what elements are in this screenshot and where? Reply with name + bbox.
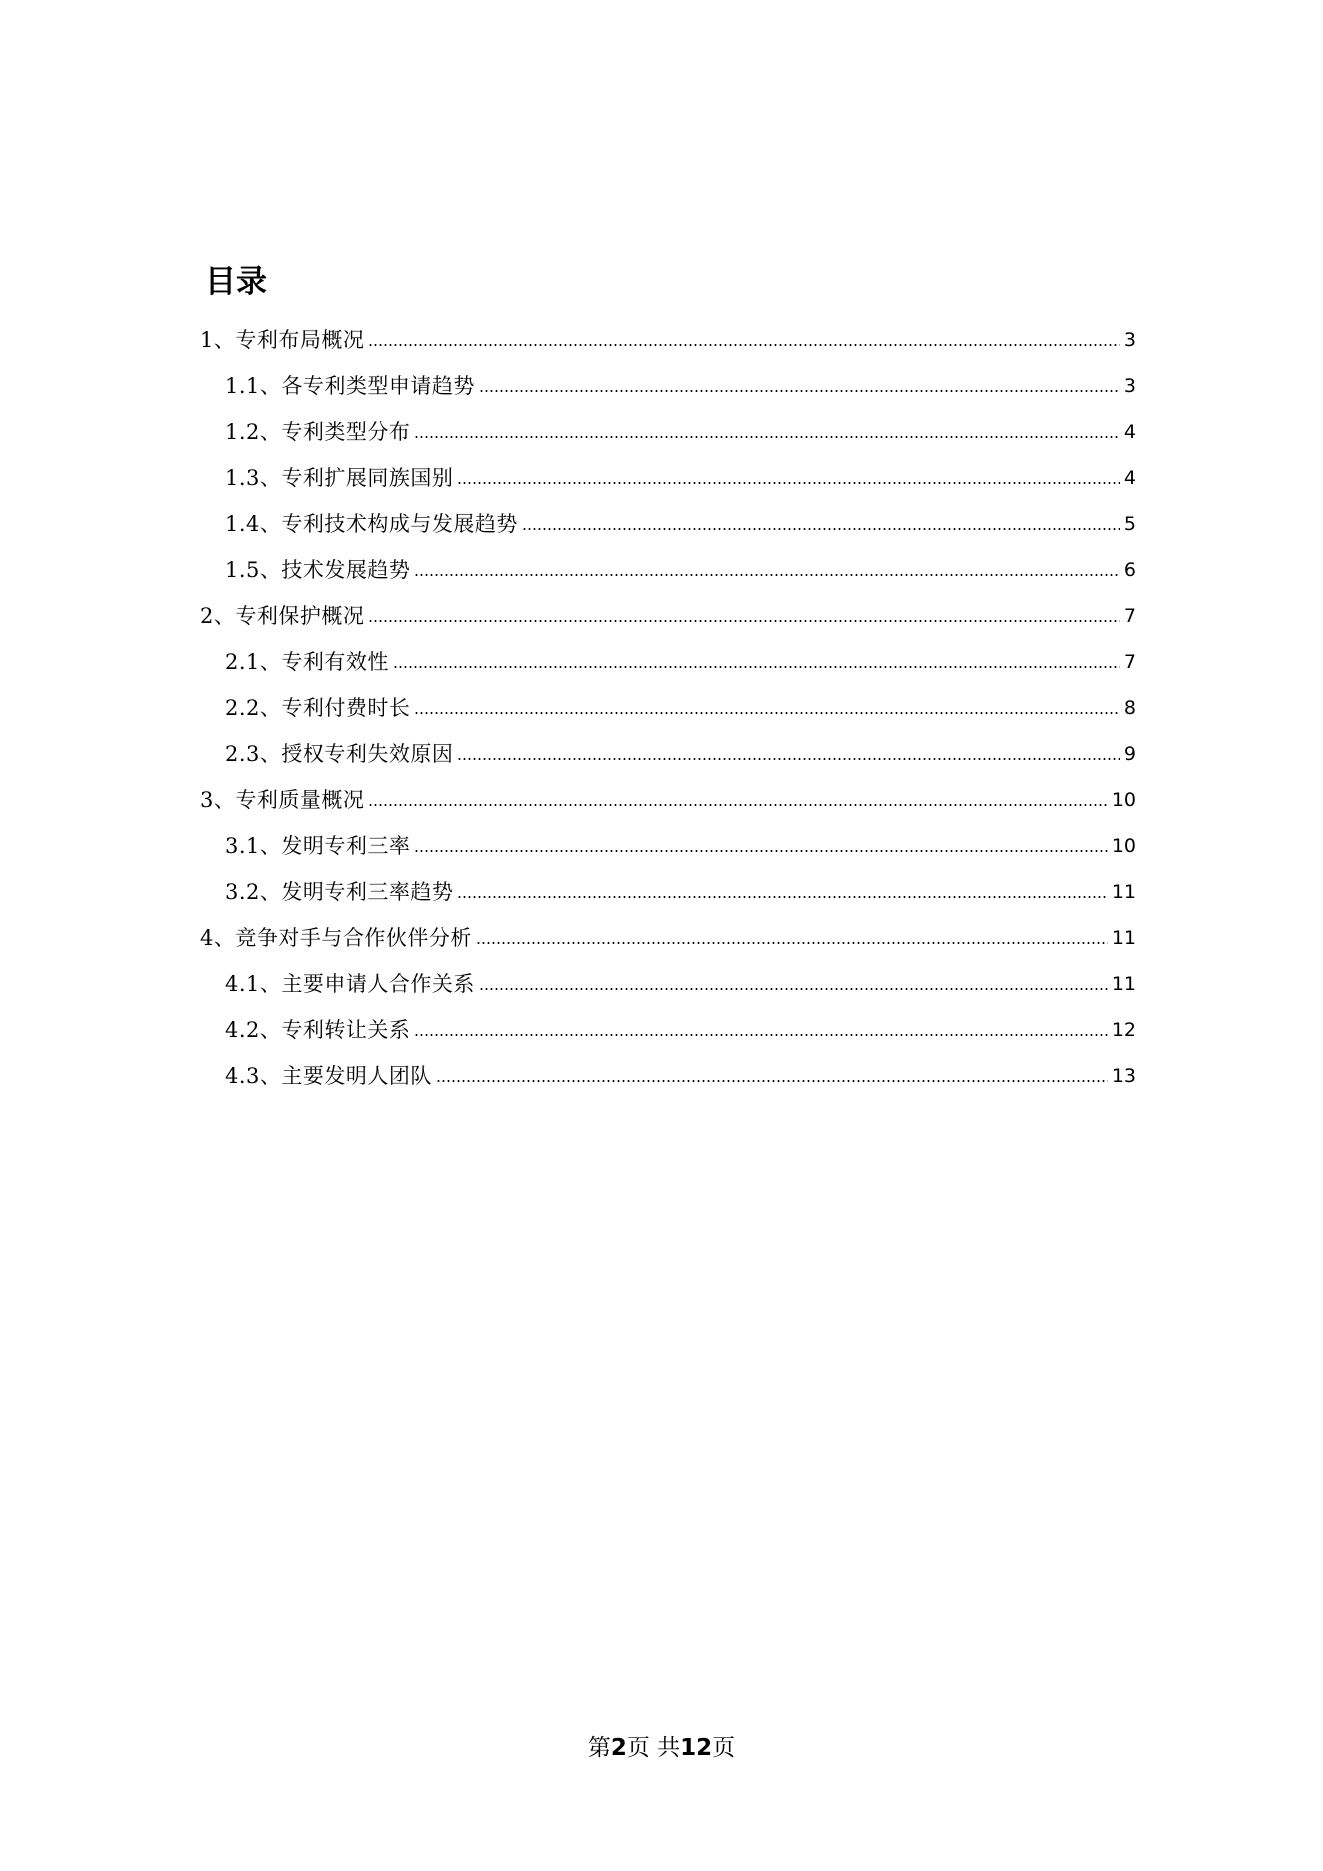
toc-dot-leader [457,482,1120,484]
toc-dot-leader [368,804,1107,806]
toc-entry[interactable] [200,363,1136,409]
toc-entry-page-number: 3 [1123,375,1136,397]
toc-entry-page-number: 9 [1123,743,1136,765]
toc-entry-page-number: 4 [1123,421,1136,443]
toc-entry-label: 4.1、主要申请人合作关系 [225,972,475,996]
toc-entry-page-number: 11 [1111,927,1136,949]
toc-entry-label: 4、竞争对手与合作伙伴分析 [200,926,472,950]
toc-entry-label: 1.4、专利技术构成与发展趋势 [225,512,518,536]
toc-dot-leader [436,1080,1108,1082]
toc-entry-label: 3.1、发明专利三率 [225,834,411,858]
toc-entry-label: 2.1、专利有效性 [225,650,389,674]
toc-entry-label: 2.2、专利付费时长 [225,696,411,720]
toc-entry-page-number: 12 [1111,1019,1136,1041]
toc-entry[interactable] [200,731,1136,777]
toc-entry-label: 3、专利质量概况 [200,788,365,812]
toc-title: 目录 [205,264,267,300]
toc-entry-page-number: 10 [1111,835,1136,857]
toc-dot-leader [414,1034,1107,1036]
toc-entry[interactable] [200,1007,1136,1053]
toc-entry[interactable] [200,501,1136,547]
toc-entry-page-number: 11 [1111,973,1136,995]
toc-entry-label: 4.3、主要发明人团队 [225,1064,432,1088]
toc-entry-label: 4.2、专利转让关系 [225,1018,411,1042]
toc-entry[interactable] [200,915,1136,961]
toc-dot-leader [522,528,1120,530]
toc-dot-leader [479,390,1120,392]
toc-entry[interactable] [200,823,1136,869]
toc-entry[interactable] [200,1053,1136,1099]
footer-prefix: 第 [587,1735,611,1761]
toc-entry-page-number: 5 [1123,513,1136,535]
footer-current-page: 2 [610,1735,627,1761]
toc-entry-label: 2.3、授权专利失效原因 [225,742,454,766]
toc-entry[interactable] [200,317,1136,363]
toc-dot-leader [368,620,1120,622]
table-of-contents [200,317,1136,1099]
toc-entry-label: 1.1、各专利类型申请趋势 [225,374,475,398]
toc-entry-label: 1.2、专利类型分布 [225,420,411,444]
toc-dot-leader [476,942,1108,944]
toc-entry[interactable] [200,685,1136,731]
toc-entry[interactable] [200,455,1136,501]
toc-entry[interactable] [200,869,1136,915]
toc-entry[interactable] [200,547,1136,593]
toc-dot-leader [457,896,1107,898]
footer-suffix: 页 [712,1735,736,1761]
footer-total-pages: 12 [680,1735,713,1761]
toc-dot-leader [393,666,1120,668]
toc-entry-page-number: 13 [1111,1065,1136,1087]
toc-dot-leader [457,758,1120,760]
footer-middle: 页 共 [626,1735,681,1761]
toc-entry-page-number: 7 [1123,605,1136,627]
toc-entry-label: 2、专利保护概况 [200,604,365,628]
toc-entry-label: 1.5、技术发展趋势 [225,558,411,582]
toc-entry[interactable] [200,777,1136,823]
toc-entry-label: 3.2、发明专利三率趋势 [225,880,454,904]
page-footer [0,1733,1323,1763]
toc-entry[interactable] [200,593,1136,639]
toc-entry[interactable] [200,409,1136,455]
toc-dot-leader [414,436,1120,438]
toc-entry-label: 1.3、专利扩展同族国别 [225,466,454,490]
toc-entry-page-number: 4 [1123,467,1136,489]
toc-entry-page-number: 11 [1111,881,1136,903]
toc-dot-leader [414,574,1120,576]
toc-dot-leader [414,850,1107,852]
toc-entry[interactable] [200,961,1136,1007]
toc-entry-page-number: 7 [1123,651,1136,673]
toc-dot-leader [368,344,1120,346]
toc-entry[interactable] [200,639,1136,685]
toc-entry-page-number: 8 [1123,697,1136,719]
toc-dot-leader [479,988,1108,990]
toc-entry-page-number: 3 [1123,329,1136,351]
toc-entry-page-number: 6 [1123,559,1136,581]
toc-dot-leader [414,712,1120,714]
toc-entry-page-number: 10 [1111,789,1136,811]
toc-entry-label: 1、专利布局概况 [200,328,365,352]
